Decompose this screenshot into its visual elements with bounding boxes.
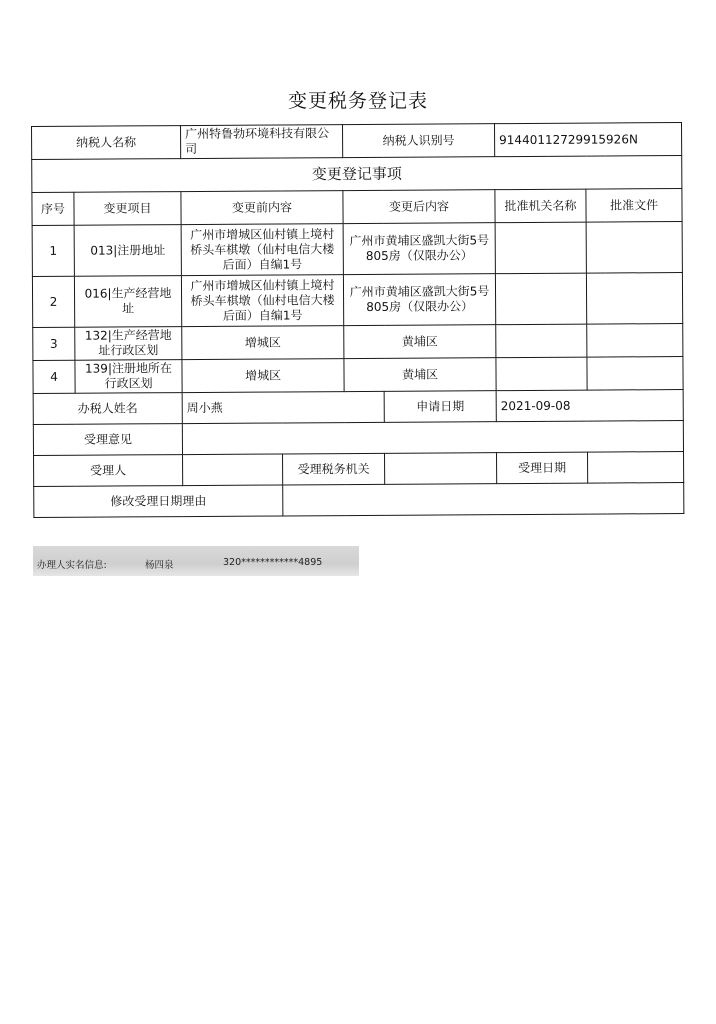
realname-info-strip [33, 546, 359, 576]
row-before: 增城区 [182, 326, 344, 360]
modify-date-reason-value [283, 483, 684, 516]
row-no: 1 [32, 225, 74, 276]
taxpayer-row [32, 123, 682, 160]
column-header-row [32, 189, 682, 226]
row-no: 3 [33, 327, 75, 360]
taxpayer-name-value: 广州特鲁勃环境科技有限公司 [181, 125, 343, 159]
row-before: 广州市增城区仙村镇上境村桥头车棋墩（仙村电信大楼后面）自编1号 [181, 224, 343, 276]
row-authority [495, 222, 586, 274]
col-header-after: 变更后内容 [343, 190, 495, 224]
row-document [586, 222, 682, 274]
modify-date-reason-label: 修改受理日期理由 [34, 485, 283, 518]
row-before: 广州市增城区仙村镇上境村桥头车棋墩（仙村电信大楼后面）自编1号 [181, 275, 343, 327]
col-header-authority: 批准机关名称 [495, 189, 586, 223]
acceptance-date-label: 受理日期 [497, 452, 588, 484]
reason-row [34, 483, 684, 518]
row-authority [496, 324, 587, 358]
col-header-document: 批准文件 [586, 189, 682, 223]
row-document [587, 357, 683, 391]
row-after: 黄埔区 [344, 358, 496, 392]
row-item: 132|生产经营地址行政区划 [75, 327, 182, 361]
col-header-no: 序号 [32, 192, 74, 225]
row-no: 4 [33, 360, 75, 393]
tax-registration-change-form [31, 122, 684, 518]
acceptor-value [183, 454, 283, 486]
acceptance-opinion-label: 受理意见 [33, 424, 182, 456]
row-after: 广州市黄埔区盛凯大街5号805房（仅限办公） [343, 274, 495, 326]
agent-name-label: 办税人姓名 [33, 393, 182, 425]
table-row [32, 273, 682, 328]
row-item: 139|注册地所在行政区划 [75, 360, 182, 394]
section-title: 变更登记事项 [32, 156, 682, 193]
row-item: 013|注册地址 [74, 225, 181, 277]
section-row [32, 156, 682, 193]
row-no: 2 [32, 276, 74, 327]
form-title: 变更税务登记表 [287, 90, 428, 112]
row-document [586, 273, 682, 325]
row-authority [496, 357, 587, 391]
taxpayer-name-label: 纳税人名称 [32, 126, 181, 160]
acceptance-date-value [588, 452, 684, 484]
realname-label: 办理人实名信息: [37, 560, 107, 571]
realname-name: 杨四泉 [145, 560, 174, 571]
taxpayer-id-value: 91440112729915926N [495, 123, 682, 157]
acceptor-row [34, 452, 684, 487]
acceptor-label: 受理人 [34, 455, 183, 487]
row-item: 016|生产经营地址 [74, 276, 181, 328]
opinion-row [33, 421, 683, 456]
row-before: 增城区 [182, 359, 344, 393]
agent-name-value: 周小燕 [182, 391, 384, 423]
application-date-label: 申请日期 [384, 391, 496, 423]
row-after: 黄埔区 [344, 325, 496, 359]
application-date-value: 2021-09-08 [496, 390, 683, 422]
row-authority [495, 273, 586, 325]
accepting-office-value [385, 453, 497, 485]
table-row [33, 357, 683, 394]
col-header-item: 变更项目 [74, 192, 181, 226]
table-row [33, 324, 683, 361]
agent-row [33, 390, 683, 425]
col-header-before: 变更前内容 [181, 191, 343, 225]
acceptance-opinion-value [182, 421, 683, 455]
table-row [32, 222, 682, 277]
realname-id: 320************4895 [223, 557, 323, 568]
row-document [587, 324, 683, 358]
taxpayer-id-label: 纳税人识别号 [343, 124, 495, 158]
accepting-office-label: 受理税务机关 [283, 453, 385, 485]
row-after: 广州市黄埔区盛凯大街5号805房（仅限办公） [343, 223, 495, 275]
